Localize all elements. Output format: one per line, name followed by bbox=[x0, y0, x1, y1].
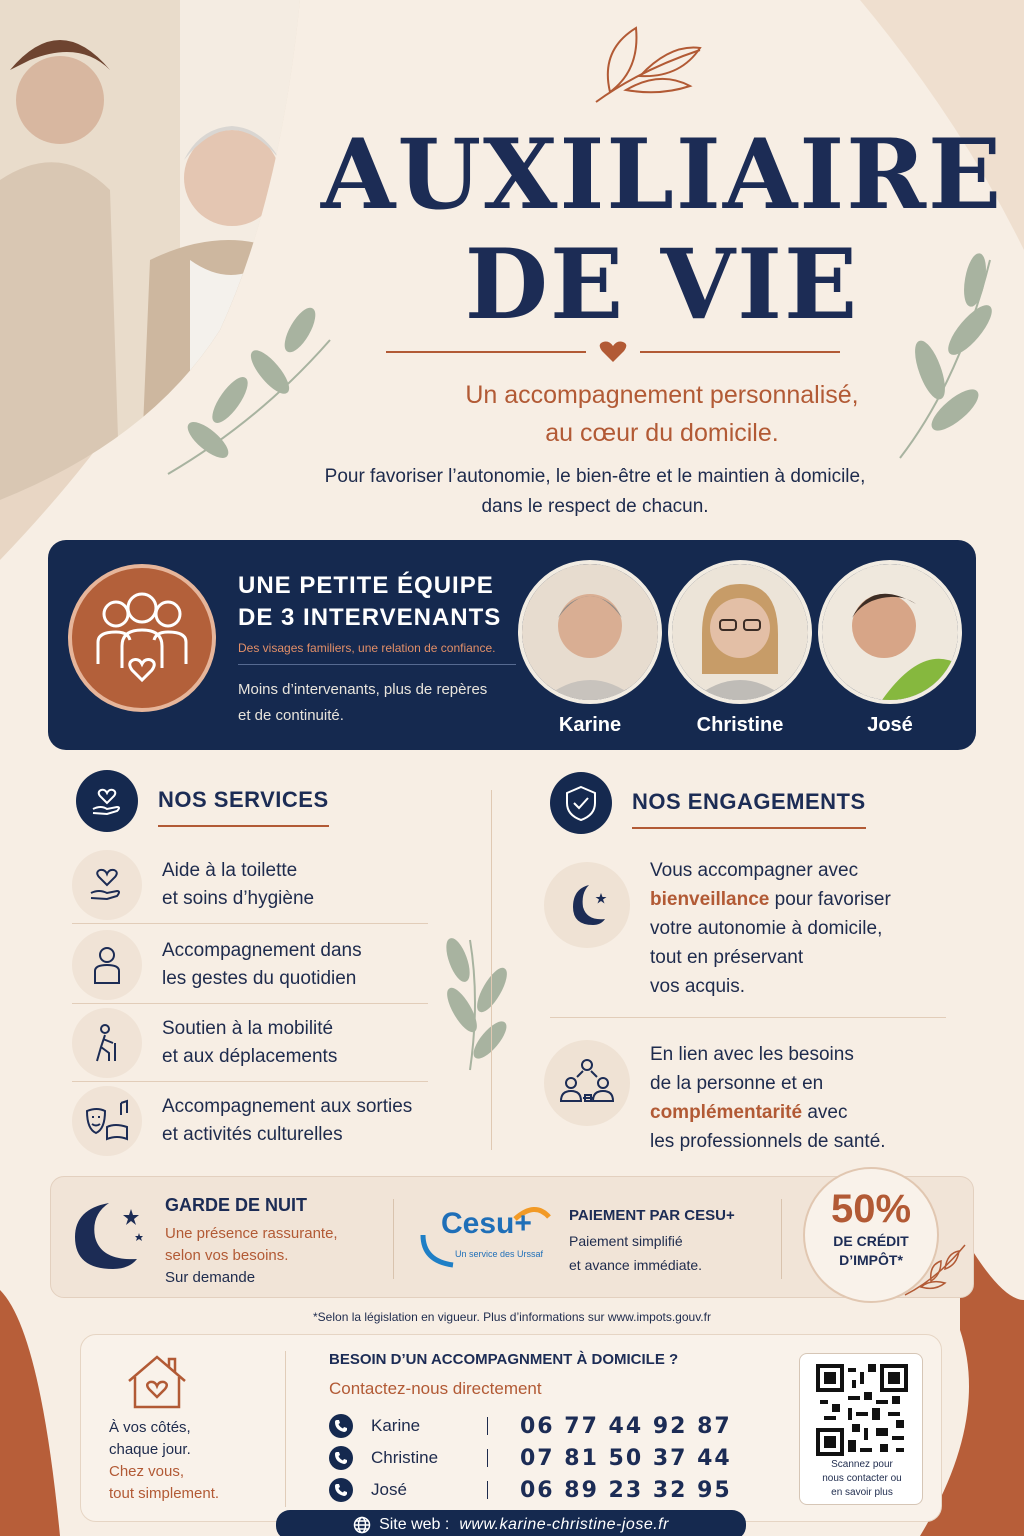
service-line1: Aide à la toilette bbox=[162, 859, 298, 881]
house-heart-icon bbox=[125, 1353, 189, 1411]
slogan-accent-line2: tout simplement. bbox=[109, 1485, 220, 1502]
engagement-line: de la personne et en bbox=[650, 1073, 824, 1094]
engagement-keyword: bienveillance bbox=[650, 889, 770, 910]
intro-text bbox=[150, 462, 1024, 522]
subtitle-line1: Un accompagnement personnalisé, bbox=[465, 381, 859, 409]
service-item bbox=[72, 1004, 428, 1082]
engagement-line-rest: avec bbox=[802, 1102, 848, 1123]
engagement-line: votre autonomie à domicile, bbox=[650, 918, 883, 939]
service-text bbox=[162, 1015, 337, 1071]
cesu-title: PAIEMENT PAR CESU+ bbox=[569, 1207, 735, 1224]
member-christine bbox=[668, 560, 812, 737]
service-line2: et aux déplacements bbox=[162, 1045, 338, 1067]
contact-row-karine[interactable] bbox=[329, 1411, 732, 1441]
team-banner bbox=[48, 540, 976, 750]
slogan-accent-line1: Chez vous, bbox=[109, 1463, 185, 1480]
hand-heart-icon bbox=[76, 770, 138, 832]
team-description bbox=[238, 677, 487, 729]
moon-star-icon bbox=[544, 862, 630, 948]
column-divider bbox=[491, 790, 492, 1150]
service-line1: Accompagnement dans bbox=[162, 939, 362, 961]
engagement-text bbox=[650, 856, 891, 1001]
person-icon bbox=[72, 930, 142, 1000]
separator bbox=[487, 1481, 488, 1499]
leaf-sprig-icon bbox=[901, 1239, 971, 1299]
service-line2: les gestes du quotidien bbox=[162, 967, 357, 989]
team-tagline: Des visages familiers, une relation de confiance. bbox=[238, 641, 496, 655]
cesu-desc-line1: Paiement simplifié bbox=[569, 1233, 683, 1249]
qr-line1: Scannez pour bbox=[831, 1459, 893, 1470]
hand-heart-icon bbox=[72, 850, 142, 920]
separator bbox=[487, 1417, 488, 1435]
team-desc-line2: et de continuité. bbox=[238, 707, 344, 724]
service-line1: Soutien à la mobilité bbox=[162, 1017, 334, 1039]
qr-line3: en savoir plus bbox=[831, 1487, 893, 1498]
team-title-line1: UNE PETITE ÉQUIPE bbox=[238, 572, 494, 599]
engagement-text bbox=[650, 1040, 886, 1156]
engagement-keyword: complémentarité bbox=[650, 1102, 803, 1123]
slogan-line1: À vos côtés, bbox=[109, 1419, 191, 1436]
team-divider bbox=[238, 664, 516, 665]
shield-check-icon bbox=[550, 772, 612, 834]
page-title-line2: DE VIE bbox=[464, 228, 860, 341]
subtitle bbox=[300, 376, 1024, 452]
phone-icon bbox=[329, 1446, 353, 1470]
contact-title: BESOIN D’UN ACCOMPAGNMENT À DOMICILE ? bbox=[329, 1351, 679, 1368]
top-sprig-icon bbox=[596, 28, 700, 102]
contact-card bbox=[80, 1334, 942, 1522]
avatar bbox=[518, 560, 662, 704]
service-line2: et activités culturelles bbox=[162, 1124, 343, 1145]
team-desc-line1: Moins d’intervenants, plus de repères bbox=[238, 681, 488, 698]
services-header bbox=[76, 770, 329, 832]
team-title bbox=[238, 570, 501, 634]
member-karine bbox=[518, 560, 662, 737]
service-line2: et soins d’hygiène bbox=[162, 887, 315, 909]
engagement-line bbox=[650, 885, 891, 914]
tax-credit-line1: DE CRÉDIT bbox=[833, 1233, 909, 1249]
service-item bbox=[72, 926, 428, 1004]
night-desc-line1: Une présence rassurante, bbox=[165, 1225, 338, 1242]
hero-photo-caregiver-elderly bbox=[0, 0, 300, 500]
service-text bbox=[162, 857, 314, 913]
service-text bbox=[162, 1093, 412, 1149]
night-description bbox=[165, 1223, 338, 1267]
sage-sprig-middle-icon bbox=[443, 937, 511, 1070]
qr-line2: nous contacter ou bbox=[822, 1473, 902, 1484]
theater-masks-icon bbox=[72, 1086, 142, 1156]
engagement-line bbox=[650, 1098, 886, 1127]
services-title: NOS SERVICES bbox=[158, 787, 329, 827]
avatar bbox=[668, 560, 812, 704]
member-name: Karine bbox=[558, 714, 622, 736]
engagement-line-rest: pour favoriser bbox=[769, 889, 891, 910]
engagement-line: En lien avec les besoins bbox=[650, 1044, 854, 1065]
night-title: GARDE DE NUIT bbox=[165, 1195, 308, 1215]
cesu-logo bbox=[415, 1195, 555, 1275]
qr-code-icon bbox=[816, 1364, 908, 1456]
service-line1: Accompagnement aux sorties bbox=[162, 1096, 413, 1117]
engagement-divider bbox=[550, 1017, 946, 1018]
subtitle-line2: au cœur du domicile. bbox=[545, 419, 779, 447]
engagement-line: les professionnels de santé. bbox=[650, 1131, 886, 1152]
qr-code-box[interactable] bbox=[799, 1353, 923, 1505]
phone-number[interactable]: 06 77 44 92 87 bbox=[520, 1413, 732, 1439]
contact-slogan bbox=[109, 1417, 191, 1461]
slogan-line2: chaque jour. bbox=[109, 1441, 191, 1458]
contact-name: José bbox=[371, 1480, 407, 1499]
website-url[interactable]: www.karine-christine-jose.fr bbox=[459, 1516, 669, 1533]
team-title-line2: DE 3 INTERVENANTS bbox=[238, 604, 502, 631]
cesu-desc-line2: et avance immédiate. bbox=[569, 1257, 703, 1273]
tax-credit-line2: D’IMPÔT* bbox=[839, 1252, 903, 1268]
separator bbox=[487, 1449, 488, 1467]
engagement-line: vos acquis. bbox=[650, 976, 746, 997]
member-jose bbox=[818, 560, 962, 737]
contact-divider bbox=[285, 1351, 286, 1507]
moon-star-icon bbox=[71, 1199, 151, 1278]
contact-name: Christine bbox=[371, 1448, 439, 1467]
footnote: *Selon la législation en vigueur. Plus d’informations sur www.impots.gouv.fr bbox=[313, 1310, 711, 1324]
engagements-header bbox=[550, 772, 866, 834]
engagement-item bbox=[544, 1040, 944, 1156]
member-name: José bbox=[867, 714, 913, 736]
globe-icon bbox=[353, 1516, 371, 1534]
engagement-item bbox=[544, 856, 944, 1001]
phone-number[interactable]: 06 89 23 32 95 bbox=[520, 1477, 732, 1503]
team-group-icon bbox=[68, 564, 216, 712]
contact-subtitle: Contactez-nous directement bbox=[329, 1379, 542, 1398]
avatar bbox=[818, 560, 962, 704]
contact-row-christine[interactable] bbox=[329, 1443, 732, 1473]
engagement-line: tout en préservant bbox=[650, 947, 804, 968]
phone-icon bbox=[329, 1478, 353, 1502]
intro-line1: Pour favoriser l’autonomie, le bien-être et le maintien à domicile, bbox=[324, 466, 866, 487]
service-item bbox=[72, 1082, 428, 1160]
service-item bbox=[72, 846, 428, 924]
qr-caption bbox=[800, 1458, 924, 1500]
contact-slogan-accent bbox=[109, 1461, 219, 1505]
care-network-icon bbox=[544, 1040, 630, 1126]
engagement-line: Vous accompagner avec bbox=[650, 860, 859, 881]
strip-divider bbox=[393, 1199, 394, 1279]
cesu-logo-sub: Un service des Urssaf bbox=[455, 1249, 544, 1259]
cesu-logo-text: Cesu+ bbox=[441, 1207, 532, 1240]
contact-row-jose[interactable] bbox=[329, 1475, 732, 1505]
contact-name: Karine bbox=[371, 1416, 421, 1435]
night-desc-line2: selon vos besoins. bbox=[165, 1247, 289, 1264]
strip-divider bbox=[781, 1199, 782, 1279]
tax-credit-percent: 50% bbox=[830, 1187, 912, 1231]
engagements-title: NOS ENGAGEMENTS bbox=[632, 789, 866, 829]
phone-icon bbox=[329, 1414, 353, 1438]
page-title-line1: AUXILIAIRE bbox=[320, 118, 1004, 231]
website-link[interactable] bbox=[276, 1510, 746, 1536]
phone-number[interactable]: 07 81 50 37 44 bbox=[520, 1445, 732, 1471]
night-note: Sur demande bbox=[165, 1269, 256, 1286]
walking-cane-icon bbox=[72, 1008, 142, 1078]
intro-line2: dans le respect de chacun. bbox=[481, 496, 709, 517]
cesu-description bbox=[569, 1229, 702, 1277]
member-name: Christine bbox=[696, 714, 784, 736]
service-text bbox=[162, 937, 362, 993]
website-label: Site web : bbox=[379, 1516, 450, 1533]
heart-divider-icon bbox=[386, 340, 840, 364]
info-strip bbox=[50, 1176, 974, 1298]
